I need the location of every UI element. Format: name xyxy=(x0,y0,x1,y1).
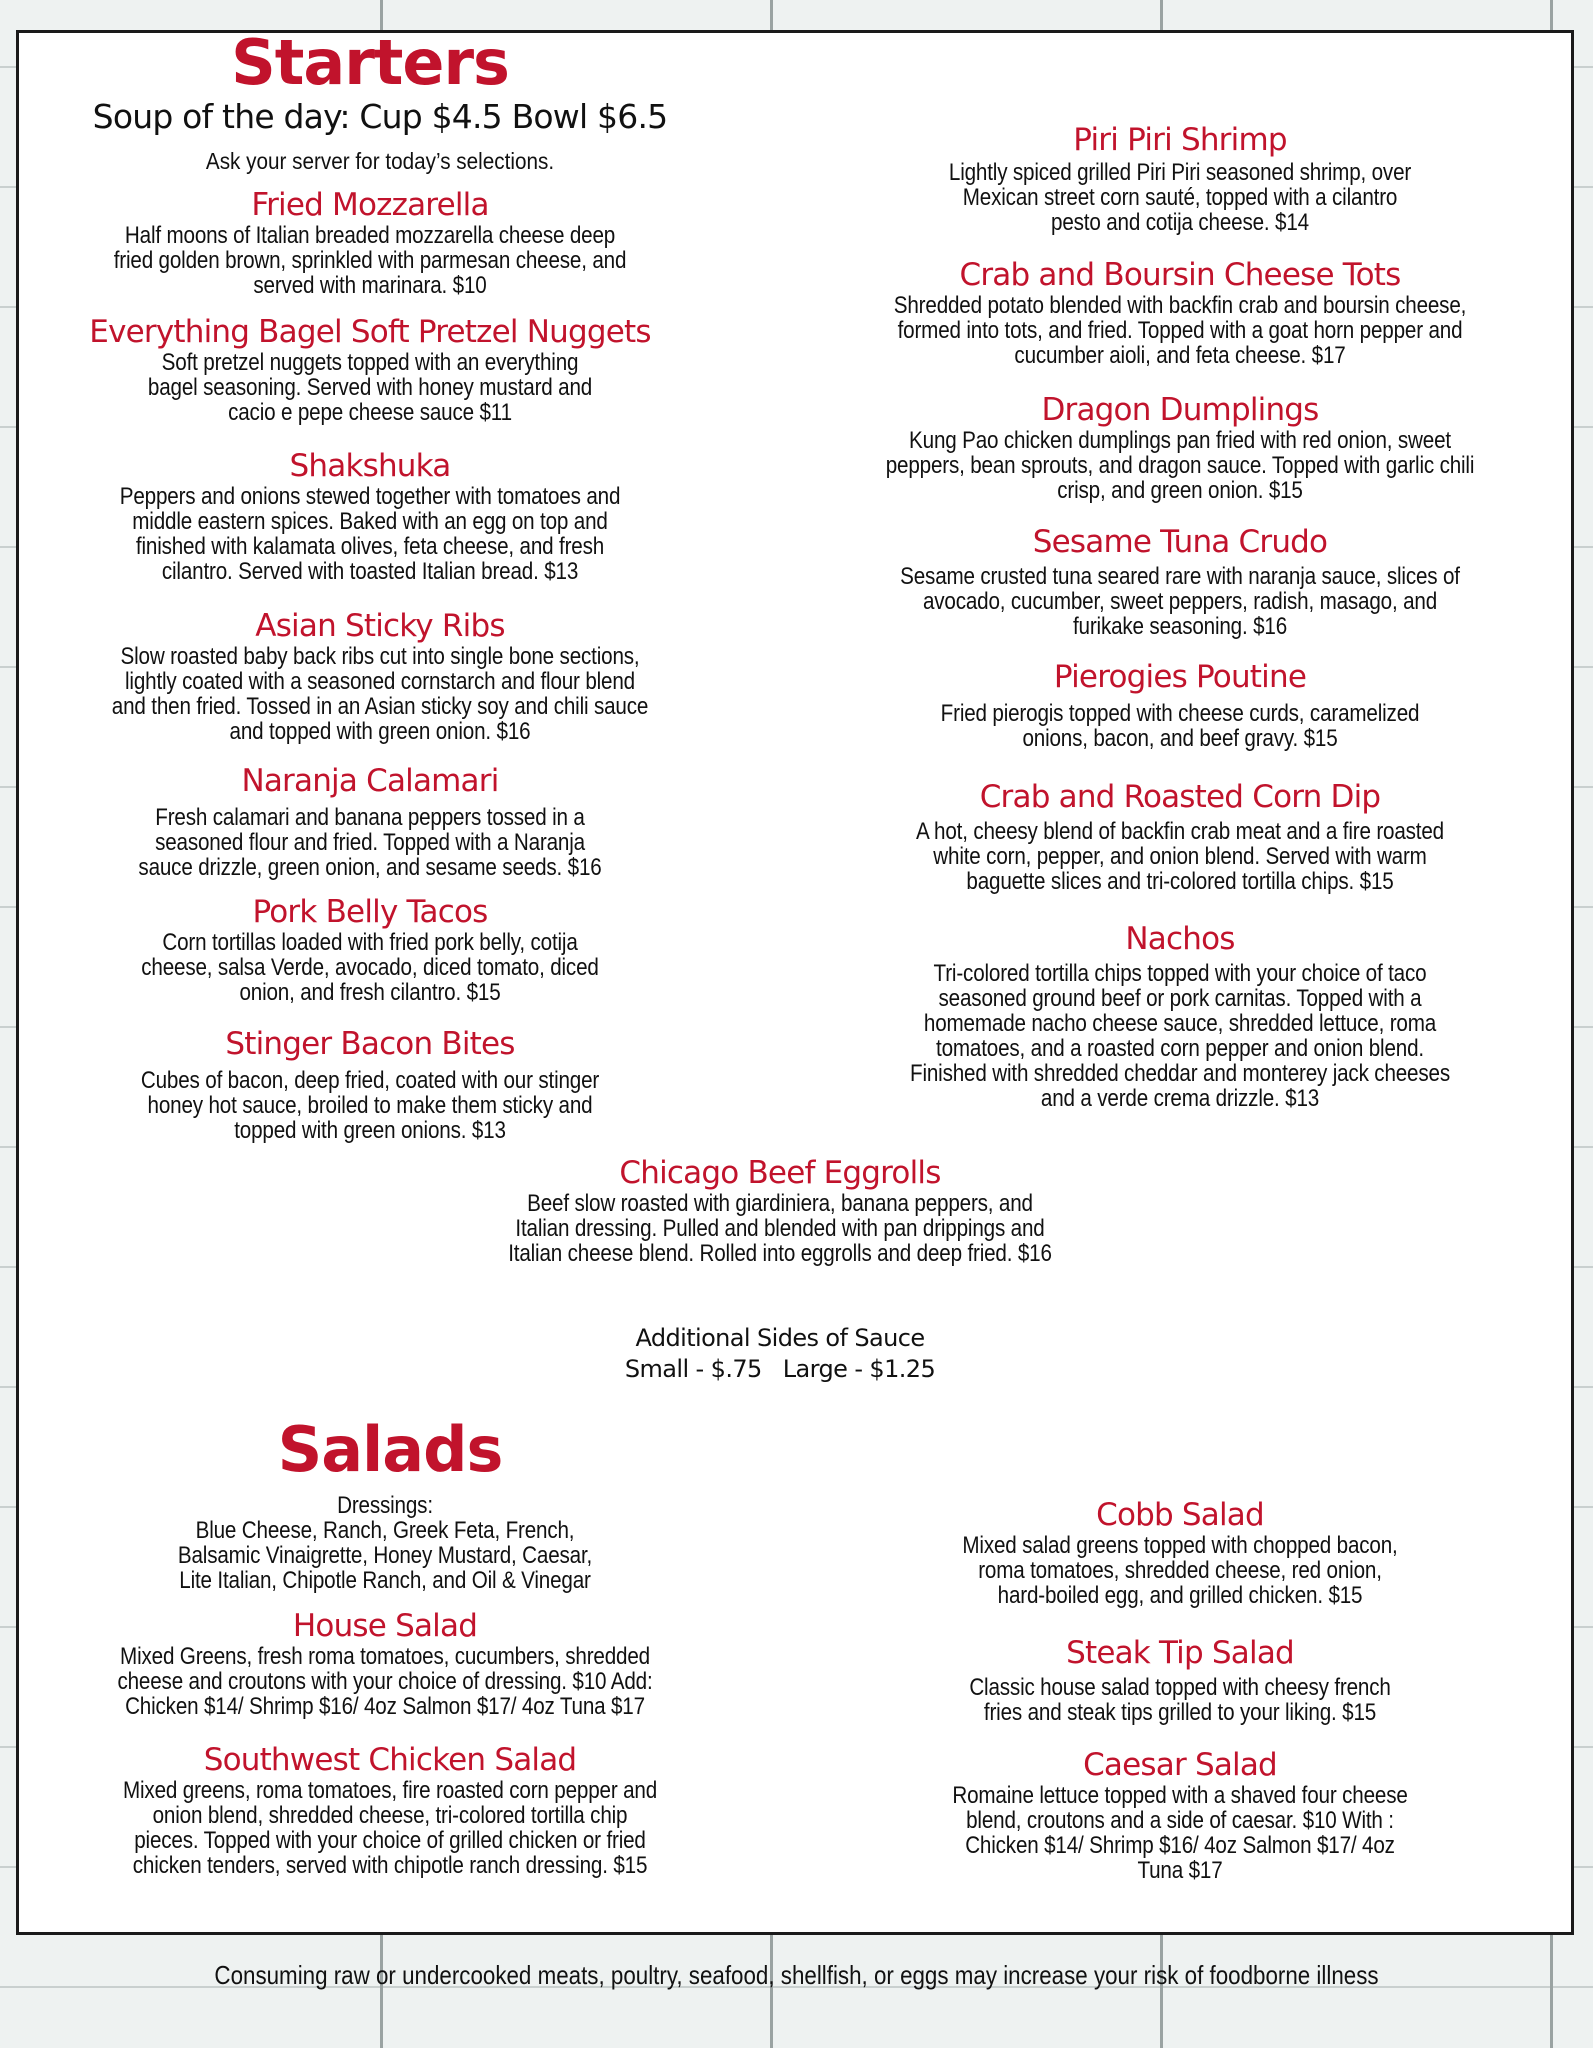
menu-item xyxy=(800,659,1560,751)
item-name: Fried Mozzarella xyxy=(251,187,489,223)
item-desc: A hot, cheesy blend of backfin crab meat and a fire roasted white corn, pepper, and onion blend. Served with warm baguette slices and tri-colored tortilla chips. $15 xyxy=(916,818,1444,895)
sauce-sides-note xyxy=(480,1323,1080,1385)
menu-item xyxy=(800,921,1560,1111)
item-name: Crab and Boursin Cheese Tots xyxy=(959,257,1401,293)
item-desc: Mixed salad greens topped with chopped bacon, roma tomatoes, shredded cheese, red onion, hard-boiled egg, and grilled chicken. $15 xyxy=(962,1532,1398,1609)
menu-item xyxy=(40,314,700,425)
item-desc: Fresh calamari and banana peppers tossed in a seasoned flour and fried. Topped with a Naranja sauce drizzle, green onion, and sesame seeds. $16 xyxy=(138,804,602,881)
item-name: Stinger Bacon Bites xyxy=(225,1026,515,1062)
item-desc: Soft pretzel nuggets topped with an everything bagel seasoning. Served with honey mustard and cacio e pepe cheese sauce $11 xyxy=(147,349,593,426)
menu-item xyxy=(40,1026,700,1143)
item-desc: Cubes of bacon, deep fried, coated with our stinger honey hot sauce, broiled to make them sticky and topped with green onions. $13 xyxy=(140,1067,600,1144)
item-name: Cobb Salad xyxy=(1096,1497,1264,1533)
menu-item xyxy=(800,1635,1560,1725)
menu-item xyxy=(800,257,1560,368)
item-desc: Mixed Greens, fresh roma tomatoes, cucumbers, shredded cheese and croutons with your choice of dressing. $10 Add: Chicken $14/ Shrimp $16/ 4oz Salmon $17/ 4oz Tuna $17 xyxy=(117,1643,653,1720)
soup-note: Ask your server for today’s selections. xyxy=(205,148,555,174)
item-name: Chicago Beef Eggrolls xyxy=(619,1155,941,1191)
item-desc: Tri-colored tortilla chips topped with your choice of taco seasoned ground beef or pork carnitas. Topped with a homemade nacho cheese sauce, shredded lettuce, roma tomatoes, and a roasted corn pepper and onion blend. Finished with shredded cheddar and monterey jack cheeses and a verde crema drizzle. $13 xyxy=(910,960,1450,1112)
item-desc: Romaine lettuce topped with a shaved four cheese blend, croutons and a side of caesar. $10 With : Chicken $14/ Shrimp $16/ 4oz Salmon $17/ 4oz Tuna $17 xyxy=(952,1782,1408,1884)
menu-item xyxy=(40,187,700,298)
menu-item xyxy=(800,122,1560,235)
item-name: Sesame Tuna Crudo xyxy=(1032,524,1328,560)
menu-item xyxy=(40,1742,740,1878)
item-name: Dragon Dumplings xyxy=(1041,392,1319,428)
item-name: Everything Bagel Soft Pretzel Nuggets xyxy=(89,314,651,350)
menu-item xyxy=(40,1608,730,1719)
item-name: Caesar Salad xyxy=(1083,1747,1277,1783)
menu-item xyxy=(800,1747,1560,1883)
menu-item xyxy=(40,608,720,744)
item-name: Pork Belly Tacos xyxy=(252,894,488,930)
item-name: Steak Tip Salad xyxy=(1066,1635,1294,1671)
item-desc: Sesame crusted tuna seared rare with naranja sauce, slices of avocado, cucumber, sweet peppers, radish, masago, and furikake seasoning. $16 xyxy=(900,563,1460,640)
item-name: Southwest Chicken Salad xyxy=(203,1742,577,1778)
menu-item xyxy=(40,894,700,1005)
food-safety-disclaimer: Consuming raw or undercooked meats, poultry, seafood, shellfish, or eggs may increase your risk of foodborne illness xyxy=(214,1960,1379,1990)
menu-item xyxy=(800,779,1560,894)
item-name: Crab and Roasted Corn Dip xyxy=(979,779,1381,815)
menu-item xyxy=(800,392,1560,503)
item-name: Shakshuka xyxy=(289,448,451,484)
item-name: House Salad xyxy=(292,1608,478,1644)
item-desc: Lightly spiced grilled Piri Piri seasoned shrimp, over Mexican street corn sauté, topped with a cilantro pesto and cotija cheese. $14 xyxy=(948,159,1412,236)
item-name: Naranja Calamari xyxy=(241,763,499,799)
item-name: Pierogies Poutine xyxy=(1053,659,1307,695)
sauce-title: Additional Sides of Sauce xyxy=(635,1324,925,1352)
dressings-list: Dressings: Blue Cheese, Ranch, Greek Feta, French, Balsamic Vinaigrette, Honey Mustard, Caesar, Lite Italian, Chipotle Ranch, and Oil & Vinegar xyxy=(177,1492,593,1594)
menu-item xyxy=(800,524,1560,639)
item-desc: Peppers and onions stewed together with tomatoes and middle eastern spices. Baked with an egg on top and finished with kalamata olives, feta cheese, and fresh cilantro. Served with toasted Italian bread. $13 xyxy=(119,483,621,585)
item-desc: Half moons of Italian breaded mozzarella cheese deep fried golden brown, sprinkled with parmesan cheese, and served with marinara. $10 xyxy=(113,222,627,299)
item-desc: Beef slow roasted with giardiniera, banana peppers, and Italian dressing. Pulled and blended with pan drippings and Italian cheese blend. Rolled into eggrolls and deep fried. $16 xyxy=(508,1190,1052,1267)
menu-item xyxy=(40,763,700,880)
section-title-starters: Starters xyxy=(231,26,509,99)
item-desc: Shredded potato blended with backfin crab and boursin cheese, formed into tots, and fried. Topped with a goat horn pepper and cucumber aioli, and feta cheese. $17 xyxy=(893,292,1467,369)
item-desc: Kung Pao chicken dumplings pan fried with red onion, sweet peppers, bean sprouts, and dragon sauce. Topped with garlic chili crisp, and green onion. $15 xyxy=(885,427,1475,504)
item-desc: Classic house salad topped with cheesy french fries and steak tips grilled to your liking. $15 xyxy=(969,1674,1391,1726)
menu-item xyxy=(800,1497,1560,1608)
item-name: Nachos xyxy=(1125,921,1235,957)
menu-item xyxy=(400,1155,1160,1266)
item-name: Asian Sticky Ribs xyxy=(255,608,505,644)
section-title-salads: Salads xyxy=(277,1413,503,1486)
item-name: Piri Piri Shrimp xyxy=(1073,122,1287,158)
menu-item xyxy=(40,448,700,584)
item-desc: Fried pierogis topped with cheese curds, caramelized onions, bacon, and beef gravy. $15 xyxy=(940,700,1420,752)
soup-of-the-day: Soup of the day: Cup $4.5 Bowl $6.5 xyxy=(92,97,668,136)
item-desc: Slow roasted baby back ribs cut into single bone sections, lightly coated with a seasoned cornstarch and flour blend and then fried. Tossed in an Asian sticky soy and chili sauce and topped with green onion. $16 xyxy=(111,643,649,745)
sauce-prices: Small - $.75 Large - $1.25 xyxy=(624,1355,936,1383)
item-desc: Mixed greens, roma tomatoes, fire roasted corn pepper and onion blend, shredded cheese, tri-colored tortilla chip pieces. Topped with your choice of grilled chicken or fried chicken tenders, served with chipotle ranch dressing. $15 xyxy=(122,1777,658,1879)
item-desc: Corn tortillas loaded with fried pork belly, cotija cheese, salsa Verde, avocado, diced tomato, diced onion, and fresh cilantro. $15 xyxy=(141,929,599,1006)
